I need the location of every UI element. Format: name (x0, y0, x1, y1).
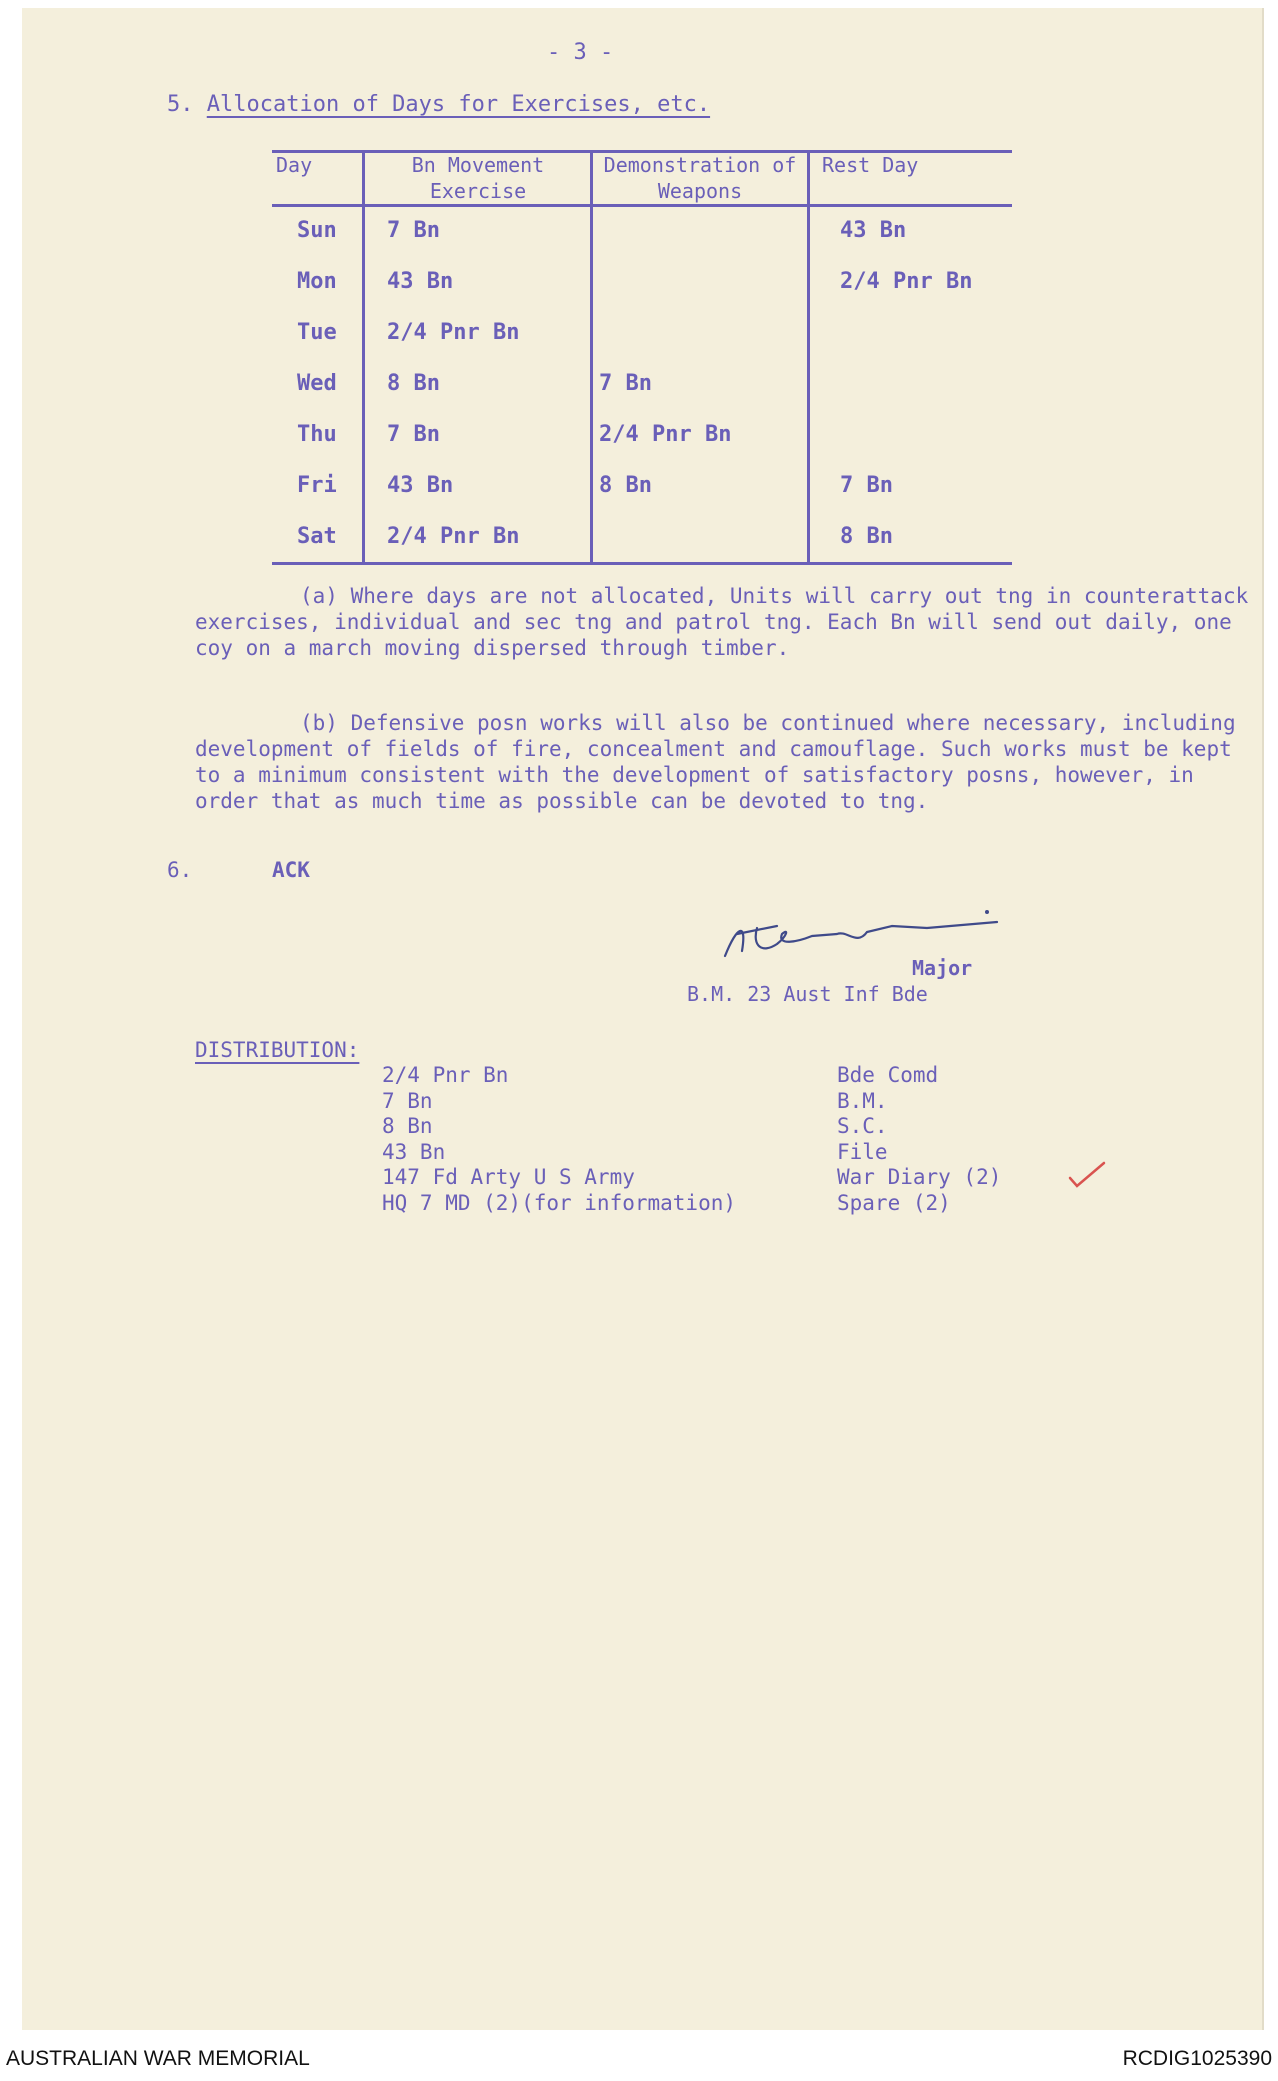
row-movement: 2/4 Pnr Bn (387, 320, 520, 345)
list-item: 7 Bn (382, 1088, 433, 1113)
signature-appointment: B.M. 23 Aust Inf Bde (687, 982, 928, 1006)
header-demo: Demonstration of Weapons (603, 153, 797, 203)
footer-id: RCDIG1025390 (1122, 2047, 1272, 2070)
row-movement: 7 Bn (387, 422, 440, 447)
row-day: Thu (297, 422, 337, 447)
list-item: Spare (2) (837, 1190, 951, 1215)
row-movement: 43 Bn (387, 473, 454, 498)
list-item: 147 Fd Arty U S Army (382, 1165, 635, 1189)
distribution-left (382, 1063, 736, 1216)
document-page (22, 8, 1264, 2030)
row-day: Mon (297, 269, 337, 294)
header-movement: Bn Movement Exercise (411, 153, 545, 203)
row-demo: 2/4 Pnr Bn (599, 422, 732, 447)
table-rule-vertical (362, 150, 365, 565)
row-rest: 43 Bn (840, 218, 907, 243)
footer-bar (0, 2033, 1278, 2081)
check-mark-icon (1067, 1160, 1107, 1190)
table-rule-header (272, 204, 1012, 207)
allocation-table (272, 150, 1012, 565)
row-rest: 2/4 Pnr Bn (840, 269, 973, 294)
list-item: HQ 7 MD (2)(for information) (382, 1190, 737, 1215)
signature-rank: Major (912, 956, 973, 980)
section-5-heading (167, 92, 710, 117)
list-item: File (837, 1139, 888, 1164)
row-day: Wed (297, 371, 337, 396)
row-day: Sat (297, 524, 337, 549)
list-item: War Diary (2) (837, 1165, 1002, 1189)
paragraph-b: (b) Defensive posn works will also be continued where necessary, including development of fields of fire, concealment and camouflage. Such works must be kept to a minimum consistent with the development of satisfactory posns, however, in order that as much time as possible can be devoted to tng. (195, 711, 1236, 813)
list-item: 8 Bn (382, 1114, 433, 1138)
table-rule-vertical (807, 150, 810, 565)
row-rest: 7 Bn (840, 473, 893, 498)
list-item: 43 Bn (382, 1139, 446, 1164)
row-movement: 8 Bn (387, 371, 440, 396)
list-item: S.C. (837, 1114, 888, 1138)
footer-source: AUSTRALIAN WAR MEMORIAL (6, 2047, 310, 2070)
row-day: Sun (297, 218, 337, 243)
row-movement: 7 Bn (387, 218, 440, 243)
row-demo: 8 Bn (599, 473, 652, 498)
row-movement: 2/4 Pnr Bn (387, 524, 520, 549)
section-6-number: 6. (167, 858, 193, 882)
page-number: - 3 - (547, 40, 614, 65)
signature-icon (717, 906, 1037, 976)
row-day: Tue (297, 320, 337, 345)
row-demo: 7 Bn (599, 371, 652, 396)
header-rest: Rest Day (822, 153, 919, 177)
distribution-label: DISTRIBUTION: (195, 1038, 360, 1062)
list-item: 2/4 Pnr Bn (382, 1063, 509, 1087)
section-5-title: Allocation of Days for Exercises, etc. (206, 92, 711, 117)
paragraph-a: (a) Where days are not allocated, Units will carry out tng in counterattack exercises, individual and sec tng and patrol tng. Each Bn will send out daily, one coy on a march moving dispersed through timber. (195, 584, 1249, 660)
section-6-text: ACK (272, 858, 310, 882)
table-rule-bottom (272, 562, 1012, 565)
section-5-number: 5. (167, 92, 194, 117)
table-rule-vertical (590, 150, 593, 565)
list-item: B.M. (837, 1088, 888, 1113)
row-day: Fri (297, 473, 337, 498)
distribution-right (837, 1063, 1001, 1216)
list-item: Bde Comd (837, 1063, 939, 1087)
row-rest: 8 Bn (840, 524, 893, 549)
row-movement: 43 Bn (387, 269, 454, 294)
header-day: Day (276, 153, 313, 177)
